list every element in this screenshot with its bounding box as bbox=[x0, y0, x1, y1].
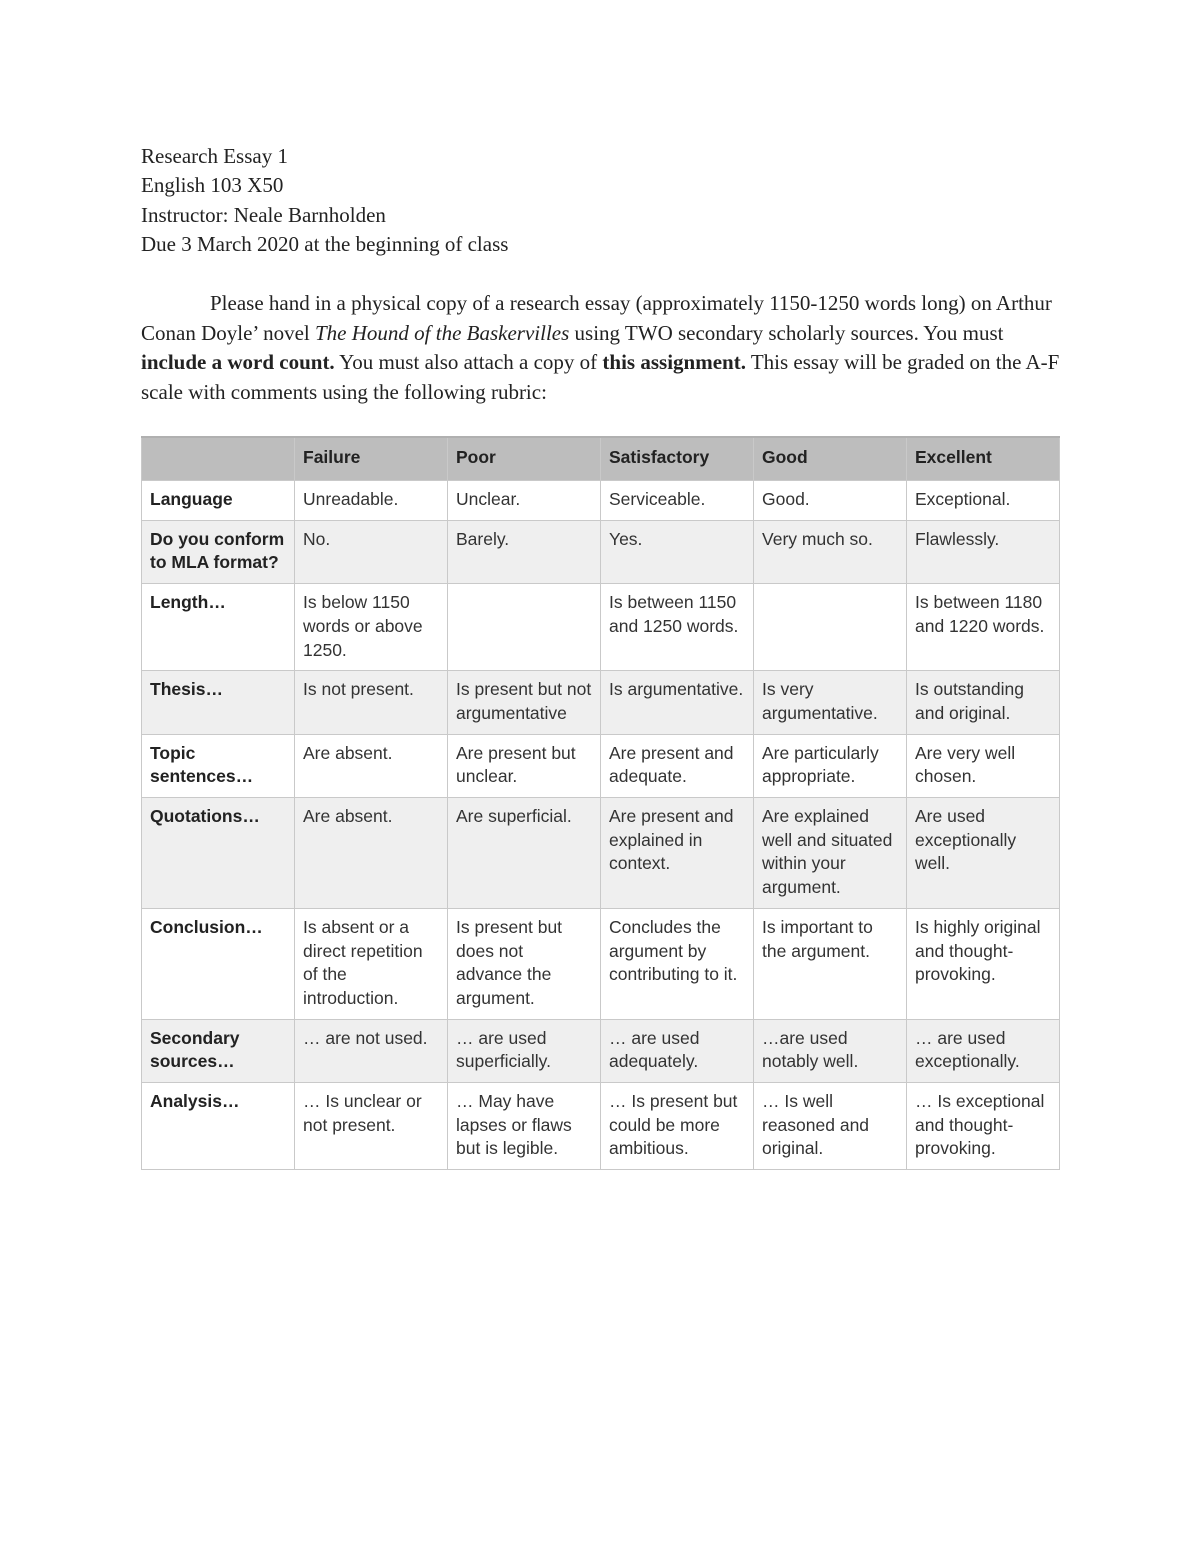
rubric-cell: Is between 1180 and 1220 words. bbox=[907, 584, 1060, 671]
rubric-cell: Are present but unclear. bbox=[448, 734, 601, 797]
rubric-cell: Are present and explained in context. bbox=[601, 798, 754, 909]
rubric-cell: … May have lapses or flaws but is legible. bbox=[448, 1083, 601, 1170]
assignment-header bbox=[141, 142, 508, 259]
rubric-cell: Is present but not argumentative bbox=[448, 671, 601, 734]
intro-text-3: You must also attach a copy of bbox=[334, 350, 603, 374]
rubric-header-cell: Poor bbox=[448, 437, 601, 481]
assignment-instructions bbox=[141, 289, 1066, 407]
rubric-cell: Is below 1150 words or above 1250. bbox=[295, 584, 448, 671]
rubric-cell: … are used adequately. bbox=[601, 1019, 754, 1082]
intro-text-2: using TWO secondary scholarly sources. You must bbox=[569, 320, 1004, 345]
rubric-criterion: Secondary sources… bbox=[142, 1019, 295, 1082]
rubric-cell: Are particularly appropriate. bbox=[754, 734, 907, 797]
header-due-date: Due 3 March 2020 at the beginning of class bbox=[141, 231, 509, 256]
rubric-cell: Are absent. bbox=[295, 734, 448, 797]
rubric-cell: No. bbox=[295, 520, 448, 583]
rubric-criterion: Quotations… bbox=[142, 798, 295, 909]
rubric-cell: Is very argumentative. bbox=[754, 671, 907, 734]
rubric-cell: Are superficial. bbox=[448, 798, 601, 909]
rubric-cell: Yes. bbox=[601, 520, 754, 583]
rubric-cell bbox=[448, 584, 601, 671]
rubric-criterion: Analysis… bbox=[142, 1083, 295, 1170]
rubric-cell: Flawlessly. bbox=[907, 520, 1060, 583]
rubric-cell: Are very well chosen. bbox=[907, 734, 1060, 797]
rubric-criterion: Thesis… bbox=[142, 671, 295, 734]
rubric-header-cell: Good bbox=[754, 437, 907, 481]
rubric-header-row bbox=[142, 437, 1060, 481]
rubric-cell: … are used superficially. bbox=[448, 1019, 601, 1082]
rubric-cell: Very much so. bbox=[754, 520, 907, 583]
table-row bbox=[142, 734, 1060, 797]
rubric-header-cell: Excellent bbox=[907, 437, 1060, 481]
rubric-cell: … Is present but could be more ambitious. bbox=[601, 1083, 754, 1170]
intro-text-4: This essay will be graded on the A-F scale with comments using the following rubric: bbox=[141, 350, 1060, 404]
table-row bbox=[142, 908, 1060, 1019]
rubric-cell: Barely. bbox=[448, 520, 601, 583]
rubric-cell: Is important to the argument. bbox=[754, 908, 907, 1019]
table-row bbox=[142, 520, 1060, 583]
rubric-cell: … are used exceptionally. bbox=[907, 1019, 1060, 1082]
novel-title: The Hound of the Baskervilles bbox=[315, 320, 570, 345]
word-count-requirement: include a word count. bbox=[141, 350, 335, 374]
table-row bbox=[142, 671, 1060, 734]
rubric-cell: Is outstanding and original. bbox=[907, 671, 1060, 734]
rubric-cell: Is argumentative. bbox=[601, 671, 754, 734]
rubric-header-cell bbox=[142, 437, 295, 481]
rubric-criterion: Do you conform to MLA format? bbox=[142, 520, 295, 583]
header-title: Research Essay 1 bbox=[141, 144, 288, 168]
rubric-cell bbox=[754, 584, 907, 671]
rubric-header-cell: Satisfactory bbox=[601, 437, 754, 481]
rubric-cell: Is highly original and thought-provoking. bbox=[907, 908, 1060, 1019]
rubric-cell: Good. bbox=[754, 481, 907, 521]
rubric-cell: … Is exceptional and thought-provoking. bbox=[907, 1083, 1060, 1170]
rubric-cell: Are absent. bbox=[295, 798, 448, 909]
table-row bbox=[142, 1083, 1060, 1170]
rubric-cell: Is absent or a direct repetition of the introduction. bbox=[295, 908, 448, 1019]
rubric-criterion: Topic sentences… bbox=[142, 734, 295, 797]
rubric-cell: Are explained well and situated within your argument. bbox=[754, 798, 907, 909]
rubric-cell: Is between 1150 and 1250 words. bbox=[601, 584, 754, 671]
intro-text-1: Please hand in a physical copy of a research essay (approximately 1150-1250 words long) on Arthur Conan Doyle’ novel bbox=[141, 291, 1052, 345]
rubric-header-cell: Failure bbox=[295, 437, 448, 481]
rubric-cell: Serviceable. bbox=[601, 481, 754, 521]
table-row bbox=[142, 1019, 1060, 1082]
table-row bbox=[142, 584, 1060, 671]
rubric-table bbox=[141, 436, 1060, 1170]
table-row bbox=[142, 481, 1060, 521]
rubric-criterion: Conclusion… bbox=[142, 908, 295, 1019]
rubric-cell: … are not used. bbox=[295, 1019, 448, 1082]
rubric-cell: … Is unclear or not present. bbox=[295, 1083, 448, 1170]
table-row bbox=[142, 798, 1060, 909]
rubric-cell: Exceptional. bbox=[907, 481, 1060, 521]
rubric-criterion: Language bbox=[142, 481, 295, 521]
rubric-cell: Concludes the argument by contributing to it. bbox=[601, 908, 754, 1019]
rubric-cell: Unreadable. bbox=[295, 481, 448, 521]
header-course: English 103 X50 bbox=[141, 173, 284, 198]
rubric-cell: Are present and adequate. bbox=[601, 734, 754, 797]
rubric-cell: Is not present. bbox=[295, 671, 448, 734]
rubric-cell: Is present but does not advance the argument. bbox=[448, 908, 601, 1019]
header-instructor: Instructor: Neale Barnholden bbox=[141, 202, 386, 227]
rubric-cell: …are used notably well. bbox=[754, 1019, 907, 1082]
rubric-criterion: Length… bbox=[142, 584, 295, 671]
rubric-cell: Unclear. bbox=[448, 481, 601, 521]
attach-assignment-requirement: this assignment. bbox=[602, 350, 746, 374]
rubric-cell: Are used exceptionally well. bbox=[907, 798, 1060, 909]
rubric-cell: … Is well reasoned and original. bbox=[754, 1083, 907, 1170]
